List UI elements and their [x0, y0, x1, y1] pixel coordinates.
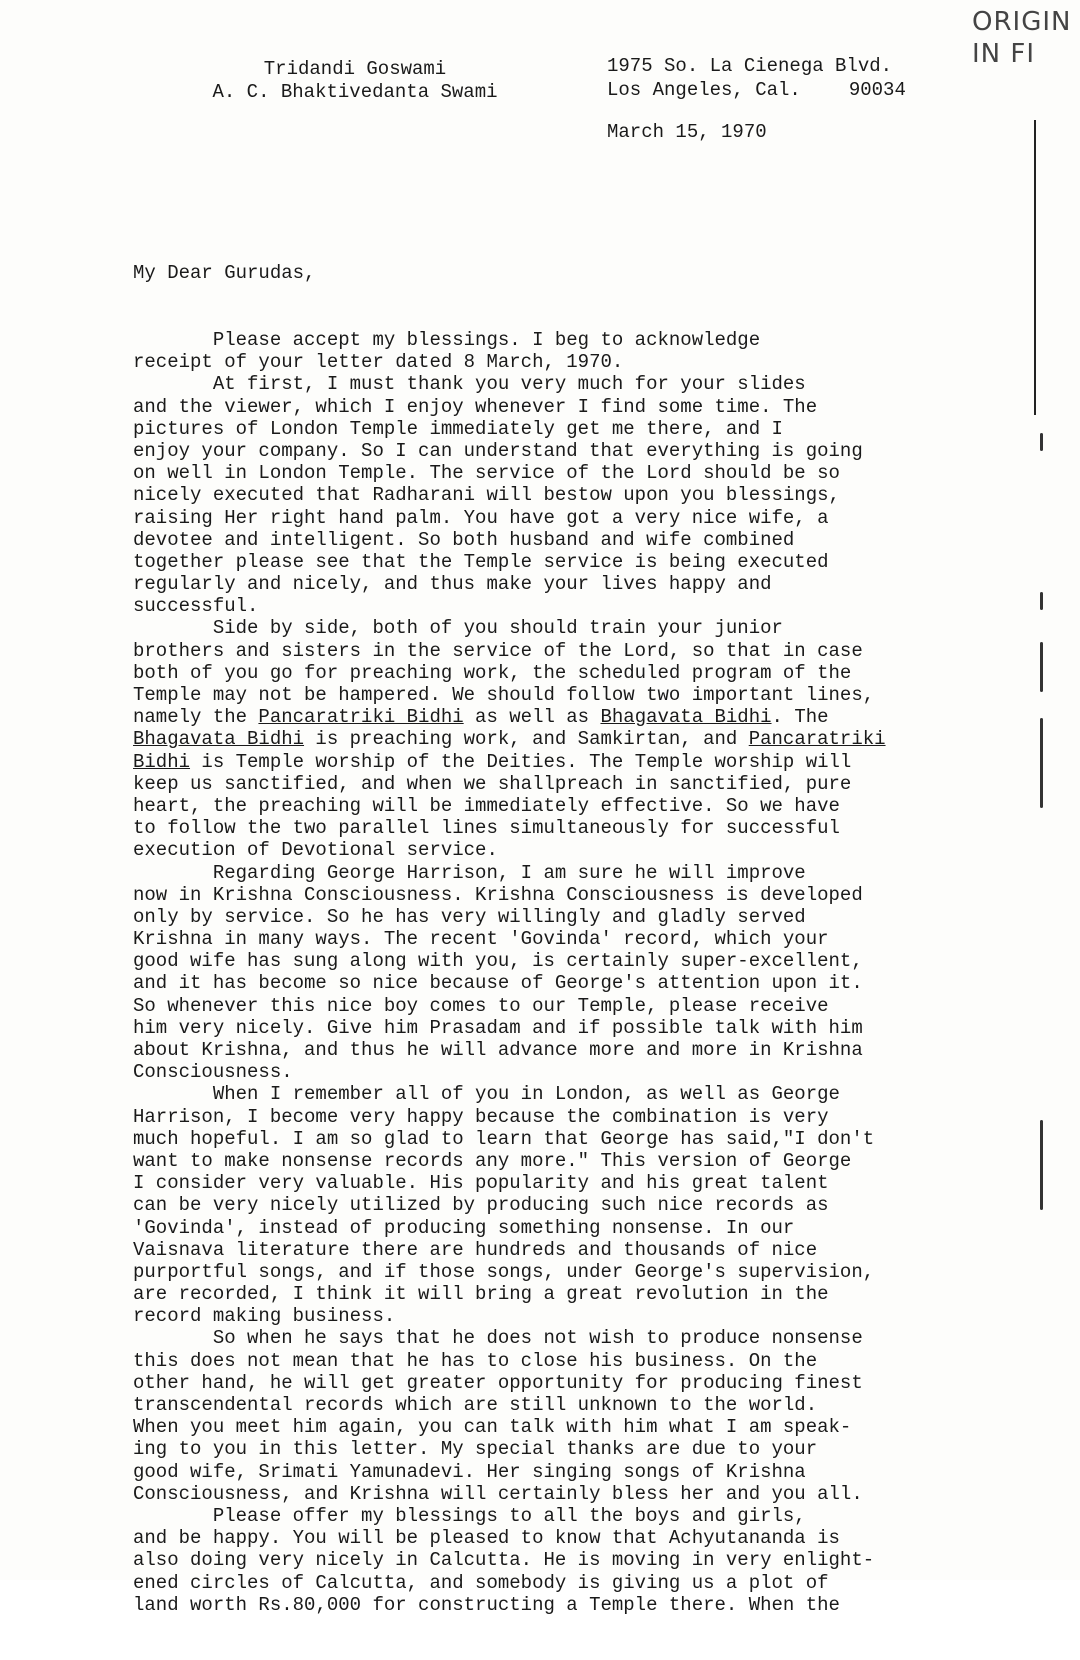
letter-line: good wife has sung along with you, is certainly super-excellent, — [133, 950, 863, 973]
address-city-row — [607, 78, 906, 102]
address-zip: 90034 — [848, 79, 906, 101]
letter-line: and be happy. You will be pleased to know that Achyutananda is — [133, 1527, 840, 1550]
sender-title: Tridandi Goswami — [263, 58, 447, 80]
underlined-term: Bhagavata Bidhi — [600, 706, 772, 729]
letter-line: are recorded, I think it will bring a great revolution in the — [133, 1283, 829, 1306]
letter-line: other hand, he will get greater opportunity for producing finest — [133, 1371, 863, 1394]
salutation: My Dear Gurudas, — [133, 262, 316, 285]
letter-line: want to make nonsense records any more." This version of George — [133, 1149, 852, 1172]
underlined-term: Pancaratriki Bidhi — [258, 706, 464, 729]
letter-line: Krishna in many ways. The recent 'Govinda' record, which your — [133, 928, 829, 951]
letter-body-lines — [133, 329, 993, 1616]
margin-bracket — [1040, 433, 1043, 451]
letter-line: record making business. — [133, 1305, 396, 1328]
letter-line: much hopeful. I am so glad to learn that George has said,"I don't — [133, 1127, 875, 1150]
letter-line: on well in London Temple. The service of the Lord should be so — [133, 462, 840, 485]
letter-line: him very nicely. Give him Prasadam and if possible talk with him — [133, 1016, 863, 1039]
letter-line: Harrison, I become very happy because the combination is very — [133, 1105, 829, 1128]
address-block — [607, 54, 906, 102]
letter-line: successful. — [133, 595, 259, 618]
letter-line: about Krishna, and thus he will advance more and more in Krishna — [133, 1039, 863, 1061]
letter-line: keep us sanctified, and when we shallpreach in sanctified, pure — [133, 772, 852, 795]
underlined-term: Bhagavata Bidhi — [133, 728, 305, 751]
letter-line: Side by side, both of you should train your junior — [133, 617, 783, 640]
letter-line: Bhagavata Bidhi is preaching work, and Samkirtan, and Pancaratriki — [133, 728, 886, 751]
letter-line: Consciousness. — [133, 1061, 293, 1084]
letter-line: enjoy your company. So I can understand that everything is going — [133, 439, 863, 462]
letter-line: execution of Devotional service. — [133, 839, 498, 862]
letter-line: When I remember all of you in London, as well as George — [133, 1083, 840, 1106]
letter-line: and the viewer, which I enjoy whenever I find some time. The — [133, 395, 818, 418]
margin-bracket — [1040, 718, 1043, 808]
letter-line: Please accept my blessings. I beg to acknowledge — [133, 329, 761, 351]
letter-line: now in Krishna Consciousness. Krishna Consciousness is developed — [133, 883, 863, 906]
letter-line: brothers and sisters in the service of the Lord, so that in case — [133, 639, 863, 662]
letter-line: namely the Pancaratriki Bidhi as well as Bhagavata Bidhi. The — [133, 706, 829, 729]
letter-line: land worth Rs.80,000 for constructing a Temple there. When the — [133, 1593, 840, 1616]
margin-bracket — [1040, 642, 1043, 692]
letter-line: At first, I must thank you very much for your slides — [133, 373, 806, 396]
page-edge-line — [1034, 120, 1036, 415]
letter-line: can be very nicely utilized by producing such nice records as — [133, 1194, 829, 1217]
letter-line: receipt of your letter dated 8 March, 1970. — [133, 351, 624, 374]
letter-line: together please see that the Temple service is being executed — [133, 550, 829, 573]
letter-line: Temple may not be hampered. We should follow two important lines, — [133, 684, 875, 706]
margin-bracket — [1040, 1120, 1043, 1210]
letter-line: raising Her right hand palm. You have got a very nice wife, a — [133, 506, 829, 529]
letter-line: heart, the preaching will be immediately effective. So we have — [133, 794, 840, 817]
letter-line: regularly and nicely, and thus make your lives happy and — [133, 573, 772, 596]
letter-line: So whenever this nice boy comes to our Temple, please receive — [133, 994, 829, 1017]
letter-line: pictures of London Temple immediately get me there, and I — [133, 417, 783, 440]
address-street: 1975 So. La Cienega Blvd. — [607, 55, 893, 77]
letter-line: Bidhi is Temple worship of the Deities. The Temple worship will — [133, 750, 852, 773]
letter-date: March 15, 1970 — [607, 121, 767, 143]
archive-stamp — [972, 6, 1072, 70]
sender-name: A. C. Bhaktivedanta Swami — [212, 81, 498, 103]
letter-line: purportful songs, and if those songs, under George's supervision, — [133, 1260, 875, 1283]
letter-line: Regarding George Harrison, I am sure he will improve — [133, 861, 806, 884]
underlined-term: Bidhi — [133, 750, 191, 773]
letter-line: 'Govinda', instead of producing something nonsense. In our — [133, 1216, 795, 1239]
letter-line: Consciousness, and Krishna will certainly bless her and you all. — [133, 1482, 863, 1505]
letter-line: Vaisnava literature there are hundreds and thousands of nice — [133, 1238, 818, 1261]
underlined-term: Pancaratriki — [748, 728, 886, 751]
letter-line: ened circles of Calcutta, and somebody is giving us a plot of — [133, 1571, 829, 1594]
letter-line: Please offer my blessings to all the boys and girls, — [133, 1504, 806, 1527]
letter-line: So when he says that he does not wish to produce nonsense — [133, 1327, 863, 1350]
letter-line: only by service. So he has very willingly and gladly served — [133, 905, 806, 928]
margin-bracket — [1040, 592, 1043, 610]
letter-line: also doing very nicely in Calcutta. He is moving in very enlight- — [133, 1549, 875, 1572]
letter-line: both of you go for preaching work, the scheduled program of the — [133, 661, 852, 684]
letter-line: and it has become so nice because of George's attention upon it. — [133, 972, 863, 995]
letter-line: to follow the two parallel lines simultaneously for successful — [133, 817, 840, 840]
address-city: Los Angeles, Cal. — [607, 79, 801, 101]
letter-line: nicely executed that Radharani will bestow upon you blessings, — [133, 484, 840, 507]
stamp-line-1: ORIGIN — [972, 7, 1072, 37]
letter-line: I consider very valuable. His popularity and his great talent — [133, 1172, 829, 1195]
letter-line: devotee and intelligent. So both husband and wife combined — [133, 528, 795, 551]
stamp-line-2: IN FI — [972, 39, 1036, 69]
letter-line: this does not mean that he has to close his business. On the — [133, 1349, 818, 1372]
letter-body — [133, 218, 993, 1660]
sender-block — [185, 58, 525, 104]
letter-line: ing to you in this letter. My special thanks are due to your — [133, 1438, 818, 1461]
letter-line: good wife, Srimati Yamunadevi. Her singing songs of Krishna — [133, 1460, 806, 1483]
letter-line: transcendental records which are still unknown to the world. — [133, 1394, 818, 1416]
letter-line: When you meet him again, you can talk with him what I am speak- — [133, 1416, 852, 1439]
